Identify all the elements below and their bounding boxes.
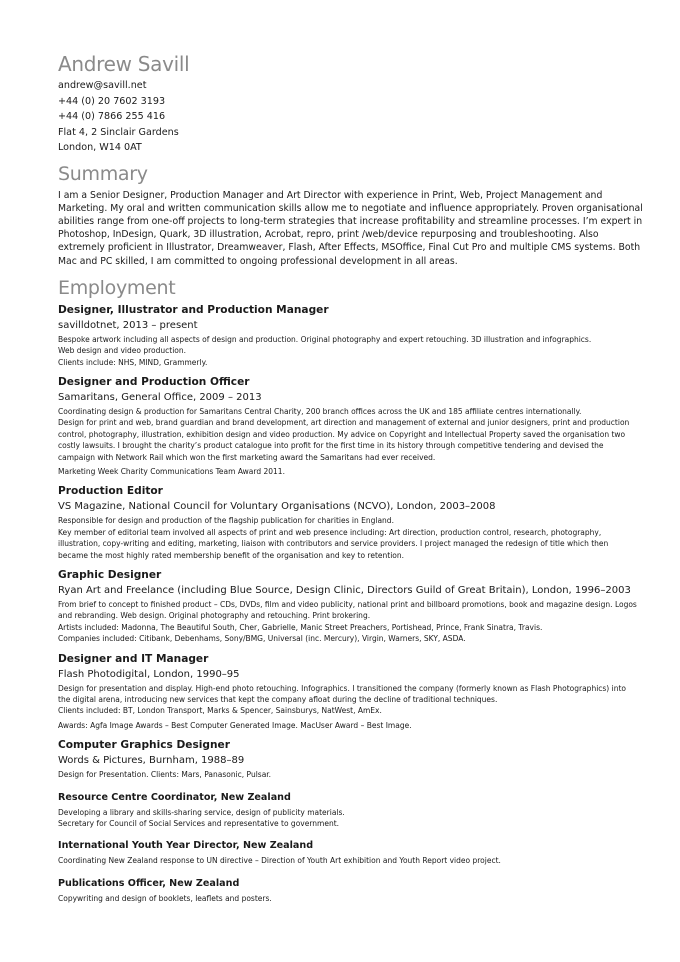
job-entry bbox=[58, 484, 640, 561]
job-entry bbox=[58, 652, 640, 732]
summary-heading: Summary bbox=[58, 162, 148, 185]
phone-mobile: +44 (0) 7866 255 416 bbox=[58, 111, 166, 122]
job-organisation: Samaritans, General Office, 2009 – 2013 bbox=[58, 391, 262, 403]
job-description: Clients include: NHS, MIND, Grammerly. bbox=[58, 357, 208, 367]
job-description: Coordinating New Zealand response to UN directive – Direction of Youth Art exhibition and Youth Report video project. bbox=[58, 856, 501, 866]
job-description: Companies included: Citibank, Debenhams, Sony/BMG, Universal (inc. Mercury), Virgin, Warners, SKY, ASDA. bbox=[58, 634, 466, 644]
job-entry bbox=[58, 876, 640, 904]
job-organisation: Ryan Art and Freelance (including Blue Source, Design Clinic, Directors Guild of Great Britain), London, 1996–2003 bbox=[58, 585, 631, 596]
job-title: Designer and IT Manager bbox=[58, 652, 209, 665]
job-title bbox=[58, 838, 640, 853]
job-title: Computer Graphics Designer bbox=[58, 739, 230, 752]
job-location: , New Zealand bbox=[213, 791, 291, 803]
job-title: Production Editor bbox=[58, 485, 163, 498]
job-description: Responsible for design and production of the flagship publication for charities in England. bbox=[58, 516, 394, 526]
job-role: International Youth Year Director bbox=[58, 840, 236, 852]
job-entry bbox=[58, 375, 640, 477]
job-description: Bespoke artwork including all aspects of design and production. Original photography and expert retouching. 3D illustration and infographics. bbox=[58, 334, 592, 344]
job-description: Copywriting and design of booklets, leaflets and posters. bbox=[58, 893, 272, 903]
candidate-name: Andrew Savill bbox=[58, 52, 190, 76]
job-organisation: Flash Photodigital, London, 1990–95 bbox=[58, 668, 240, 680]
job-role: Resource Centre Coordinator bbox=[58, 791, 214, 803]
job-description: Artists included: Madonna, The Beautiful South, Cher, Gabrielle, Manic Street Preachers, Portishead, Prince, Frank Sinatra, Travis. bbox=[58, 622, 543, 632]
summary-text: I am a Senior Designer, Production Manager and Art Director with experience in Print, Web, Project Management and Marketing. My oral and written communication skills allow me to negotiate and influence appropriately. Proven organisational abilities range from one-off projects to long-term strategies that increase profitability and streamline processes. I’m expert in Photoshop, InDesign, Quark, 3D illustration, Acrobat, repro, print /web/device repurposing and troubleshooting. Also extremely proficient in Illustrator, Dreamweaver, Flash, After Effects, MSOffice, Final Cut Pro and multiple CMS systems. Both Mac and PC skilled, I am committed to ongoing professional development in all areas. bbox=[58, 189, 643, 267]
job-description: Web design and video production. bbox=[58, 346, 187, 356]
job-location: , New Zealand bbox=[235, 840, 314, 852]
job-location: , New Zealand bbox=[162, 877, 240, 889]
job-entry bbox=[58, 303, 640, 368]
job-title: Graphic Designer bbox=[58, 569, 162, 581]
job-entry bbox=[58, 790, 640, 830]
job-title: Designer and Production Officer bbox=[58, 375, 250, 388]
job-entry bbox=[58, 738, 640, 780]
job-title bbox=[58, 876, 640, 891]
address-line-1: Flat 4, 2 Sinclair Gardens bbox=[58, 126, 179, 138]
job-description: Clients included: BT, London Transport, Marks & Spencer, Sainsburys, NatWest, AmEx. bbox=[58, 706, 382, 716]
job-organisation: VS Magazine, National Council for Voluntary Organisations (NCVO), London, 2003–2008 bbox=[58, 501, 496, 513]
job-description: Key member of editorial team involved all aspects of print and web presence including: Art direction, production control, research, photography, illustration, copy-writing and editing, marketing, liaison with contributors and service providers. I project managed the redesign of title which then became the most highly rated membership benefit of the organisation and key to retention. bbox=[58, 527, 609, 560]
job-description: Coordinating design & production for Samaritans Central Charity, 200 branch offices across the UK and 185 affiliate centres internationally. bbox=[58, 406, 582, 416]
email: andrew@savill.net bbox=[58, 80, 147, 91]
job-description: Developing a library and skills-sharing service, design of publicity materials. bbox=[58, 807, 345, 817]
job-description: Design for Presentation. Clients: Mars, Panasonic, Pulsar. bbox=[58, 770, 272, 780]
job-description: Design for presentation and display. High-end photo retouching. Infographics. I transitioned the company (formerly known as Flash Photographics) into the digital arena, introducing new services that kept the company afloat during the decline of traditional techniques. bbox=[58, 683, 626, 705]
job-description: Secretary for Council of Social Services and representative to government. bbox=[58, 819, 340, 829]
job-title: Designer, Illustrator and Production Manager bbox=[58, 303, 329, 316]
job-organisation: savilldotnet, 2013 – present bbox=[58, 319, 198, 331]
job-award: Marketing Week Charity Communications Team Award 2011. bbox=[58, 466, 285, 476]
job-title bbox=[58, 790, 640, 805]
address-line-2: London, W14 0AT bbox=[58, 142, 142, 153]
job-description: Design for print and web, brand guardian and brand development, art direction and management of external and junior designers, print and production control, photography, illustration, exhibition design and video production. My advice on Copyright and Intellectual Property saved the organisation two costly lawsuits. I brought the charity’s product catalogue into profit for the first time in its history through competitive tendering and devised the campaign with Network Rail which won the first marketing award the Samaritans had ever received. bbox=[58, 418, 630, 462]
job-organisation: Words & Pictures, Burnham, 1988–89 bbox=[58, 755, 245, 767]
employment-heading: Employment bbox=[58, 276, 176, 299]
job-description: From brief to concept to finished product – CDs, DVDs, film and video publicity, national print and billboard promotions, book and magazine design. Logos and rebranding. Web design. Original photography and retouching. Print brokering. bbox=[58, 600, 637, 621]
job-entry bbox=[58, 838, 640, 866]
job-role: Publications Officer bbox=[58, 877, 163, 889]
job-award: Awards: Agfa Image Awards – Best Computer Generated Image. MacUser Award – Best Image. bbox=[58, 720, 412, 730]
contact-block bbox=[58, 78, 640, 156]
job-entry bbox=[58, 568, 640, 645]
phone-landline: +44 (0) 20 7602 3193 bbox=[58, 95, 166, 107]
